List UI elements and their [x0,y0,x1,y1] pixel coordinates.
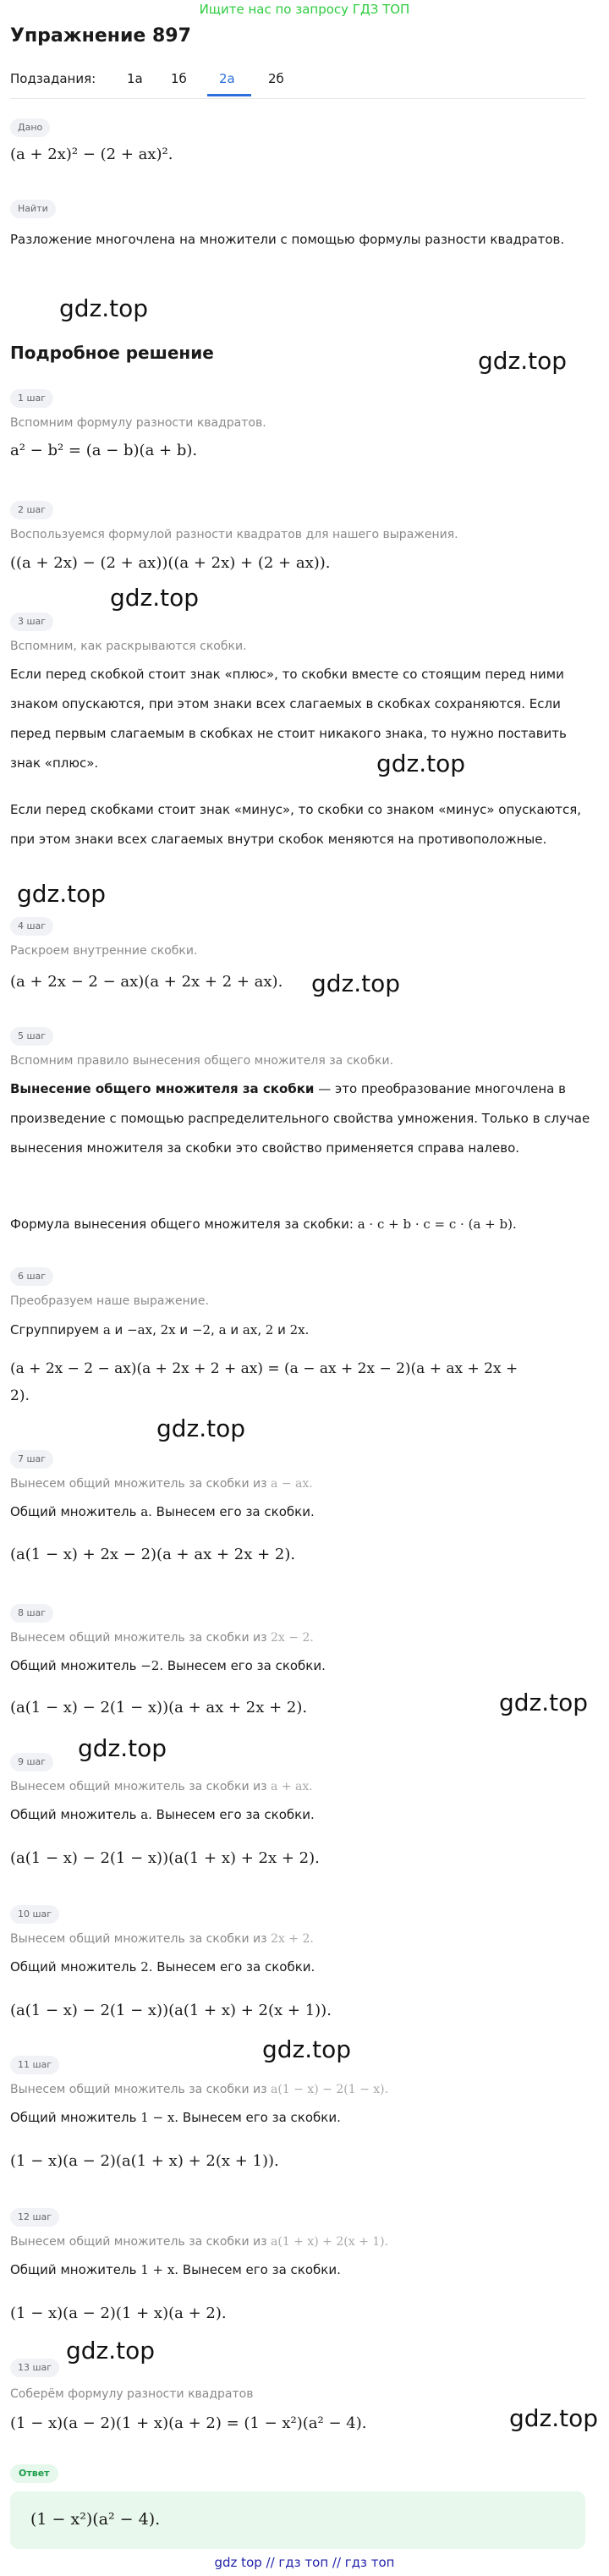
desc-text: Вынесем общий множитель за скобки из [10,1932,272,1946]
given-expression: (a + 2x)² − (2 + ax)². [10,146,173,163]
step-10-common-factor [10,1953,594,1982]
step-3-rule-plus: Если перед скобкой стоит знак «плюс», то скобки вместе со стоящим перед ними знаком опускаются, при этом знаки всех слагаемых в скобках сохраняются. Если перед первым слагаемым в скобках не стоит никакого знака, то нужно поставить знак «плюс». [10,667,567,771]
active-tab-indicator [207,94,251,96]
step-3-rule-minus: Если перед скобками стоит знак «минус», то скобки со знаком «минус» опускаются, при этом знаки всех слагаемых внутри скобок меняются на противоположные. [10,802,582,847]
tab-2a[interactable]: 2а [219,71,235,86]
grouping-sep: , [152,1322,161,1337]
grouping-term: 2x [289,1322,305,1337]
grouping-term: 2x [160,1322,176,1337]
step-6-expression-line-2: 2). [10,1387,30,1404]
answer-expression: (1 − x²)(a² − 4). [30,2510,161,2529]
desc-text: Вынесем общий множитель за скобки из [10,1477,272,1491]
step-6-expression-line-1: (a + 2x − 2 − ax)(a + 2x + 2 + ax) = (a − ax + 2x − 2)(a + ax + 2x + [10,1360,518,1377]
desc-math: 2x + 2. [271,1932,314,1946]
step-5-definition [10,1074,594,1163]
watermark: gdz.top [17,880,107,908]
find-text: Разложение многочлена на множители с помощью формулы разности квадратов. [10,232,565,247]
common-suffix: . Вынесем его за скобки. [174,2262,341,2277]
grouping-prefix: Сгруппируем [10,1322,103,1337]
watermark: gdz.top [499,1689,589,1716]
step-8-desc [10,1631,314,1645]
desc-text: Вынесем общий множитель за скобки из [10,2235,272,2249]
common-prefix: Общий множитель [10,2262,141,2277]
grouping-term: a [102,1322,111,1337]
step-9-expression: (a(1 − x) − 2(1 − x))(a(1 + x) + 2x + 2). [10,1849,320,1867]
watermark: gdz.top [509,2404,599,2432]
common-suffix: . Вынесем его за скобки. [159,1658,326,1673]
step-9-desc [10,1780,313,1793]
watermark: gdz.top [66,2337,156,2365]
watermark: gdz.top [376,750,466,777]
desc-math: a + ax. [271,1780,313,1793]
common-factor: 2 [140,1959,149,1975]
grouping-end: . [304,1322,310,1337]
step-11-expression: (1 − x)(a − 2)(a(1 + x) + 2(x + 1)). [10,2152,279,2170]
footer-links[interactable]: gdz top // гдз топ // гдз топ [214,2555,395,2570]
step-13-desc: Соберём формулу разности квадратов [10,2387,254,2401]
step-8-chip: 8 шаг [10,1604,53,1623]
watermark: gdz.top [78,1734,167,1762]
step-4-chip: 4 шаг [10,917,53,936]
subtasks-bar [10,66,585,99]
step-11-chip: 11 шаг [10,2056,59,2074]
common-prefix: Общий множитель [10,1807,141,1822]
step-10-desc [10,1932,314,1946]
step-4-expression: (a + 2x − 2 − ax)(a + 2x + 2 + ax). [10,973,283,991]
grouping-conj: и [175,1322,192,1337]
grouping-term: ax [242,1322,258,1337]
grouping-conj: и [110,1322,128,1337]
grouping-term: a [218,1322,227,1337]
grouping-conj: и [226,1322,243,1337]
step-1-desc: Вспомним формулу разности квадратов. [10,416,266,430]
grouping-term: −ax [127,1322,153,1337]
common-suffix: . Вынесем его за скобки. [148,1807,315,1822]
step-13-chip: 13 шаг [10,2359,59,2377]
common-factor: 1 − x [140,2110,175,2125]
step-7-expression: (a(1 − x) + 2x − 2)(a + ax + 2x + 2). [10,1546,296,1563]
step-5-chip: 5 шаг [10,1027,53,1046]
grouping-term: 2 [265,1322,274,1337]
page-title: Упражнение 897 [10,25,191,47]
step-7-chip: 7 шаг [10,1450,53,1469]
step-7-desc [10,1477,313,1491]
step-10-expression: (a(1 − x) − 2(1 − x))(a(1 + x) + 2(x + 1)). [10,2002,332,2019]
step-1-chip: 1 шаг [10,389,53,408]
step-2-desc: Воспользуемся формулой разности квадратов для нашего выражения. [10,528,458,541]
step-6-desc: Преобразуем наше выражение. [10,1294,209,1308]
formula-label: Формула вынесения общего множителя за скобки: [10,1217,358,1232]
given-chip: Дано [10,118,50,137]
desc-math: a(1 − x) − 2(1 − x). [271,2083,389,2096]
solution-heading: Подробное решение [10,343,214,363]
grouping-conj: и [273,1322,290,1337]
step-12-desc [10,2235,388,2249]
desc-text: Вынесем общий множитель за скобки из [10,2083,272,2096]
step-9-common-factor [10,1800,594,1830]
step-6-chip: 6 шаг [10,1267,53,1286]
watermark: gdz.top [311,969,401,997]
watermark: gdz.top [110,584,200,612]
definition-term: Вынесение общего множителя за скобки [10,1081,315,1096]
step-11-desc [10,2083,388,2096]
step-8-common-factor [10,1651,594,1681]
common-factor: a [140,1504,149,1519]
step-8-expression: (a(1 − x) − 2(1 − x))(a + ax + 2x + 2). [10,1699,308,1716]
common-factor: 1 + x [140,2262,175,2277]
step-11-common-factor [10,2103,594,2133]
watermark: gdz.top [262,2035,352,2063]
desc-text: Вынесем общий множитель за скобки из [10,1780,272,1793]
tab-1b[interactable]: 1б [171,71,187,86]
common-prefix: Общий множитель [10,1504,141,1519]
common-suffix: . Вынесем его за скобки. [148,1504,315,1519]
common-suffix: . Вынесем его за скобки. [174,2110,341,2125]
desc-math: a − ax. [271,1477,313,1491]
answer-chip: Ответ [10,2464,58,2483]
step-5-desc: Вспомним правило вынесения общего множителя за скобки. [10,1054,394,1068]
common-prefix: Общий множитель [10,2110,141,2125]
common-prefix: Общий множитель [10,1658,141,1673]
step-12-chip: 12 шаг [10,2208,59,2227]
step-7-common-factor [10,1497,594,1527]
step-13-expression: (1 − x)(a − 2)(1 + x)(a + 2) = (1 − x²)(a² − 4). [10,2414,367,2432]
desc-text: Вынесем общий множитель за скобки из [10,1631,272,1645]
common-factor: a [140,1807,149,1822]
step-5-formula-line [10,1210,594,1239]
tab-2b[interactable]: 2б [268,71,284,86]
desc-math: 2x − 2. [271,1631,314,1645]
common-prefix: Общий множитель [10,1959,141,1975]
common-suffix: . Вынесем его за скобки. [148,1959,315,1975]
step-6-grouping [10,1315,594,1345]
answer-box [10,2491,585,2549]
grouping-sep: , [211,1322,219,1337]
step-12-expression: (1 − x)(a − 2)(1 + x)(a + 2). [10,2304,227,2322]
watermark: gdz.top [59,294,149,322]
step-10-chip: 10 шаг [10,1905,59,1924]
step-2-chip: 2 шаг [10,501,53,519]
watermark: gdz.top [478,347,568,375]
grouping-term: −2 [191,1322,211,1337]
step-3-desc: Вспомним, как раскрываются скобки. [10,640,247,653]
step-3-chip: 3 шаг [10,612,53,631]
step-2-expression: ((a + 2x) − (2 + ax))((a + 2x) + (2 + ax)). [10,554,331,572]
subtasks-label: Подзадания: [10,71,96,86]
desc-math: a(1 + x) + 2(x + 1). [271,2235,389,2249]
formula-expression: a · c + b · c = c · (a + b). [357,1217,517,1232]
find-chip: Найти [10,200,56,218]
watermark: gdz.top [156,1414,246,1442]
grouping-sep: , [257,1322,266,1337]
definition-body: — это преобразование многочлена в произведение с помощью распределительного свойства умножения. Только в случае вынесения множителя за скобки это свойство применяется справа налево. [10,1081,590,1156]
step-9-chip: 9 шаг [10,1753,53,1771]
search-banner[interactable]: Ищите нас по запросу ГДЗ ТОП [199,2,410,17]
step-1-expression: a² − b² = (a − b)(a + b). [10,442,198,459]
common-factor: −2 [140,1658,160,1673]
tab-1a[interactable]: 1а [127,71,143,86]
step-4-desc: Раскроем внутренние скобки. [10,944,198,958]
step-12-common-factor [10,2255,594,2285]
